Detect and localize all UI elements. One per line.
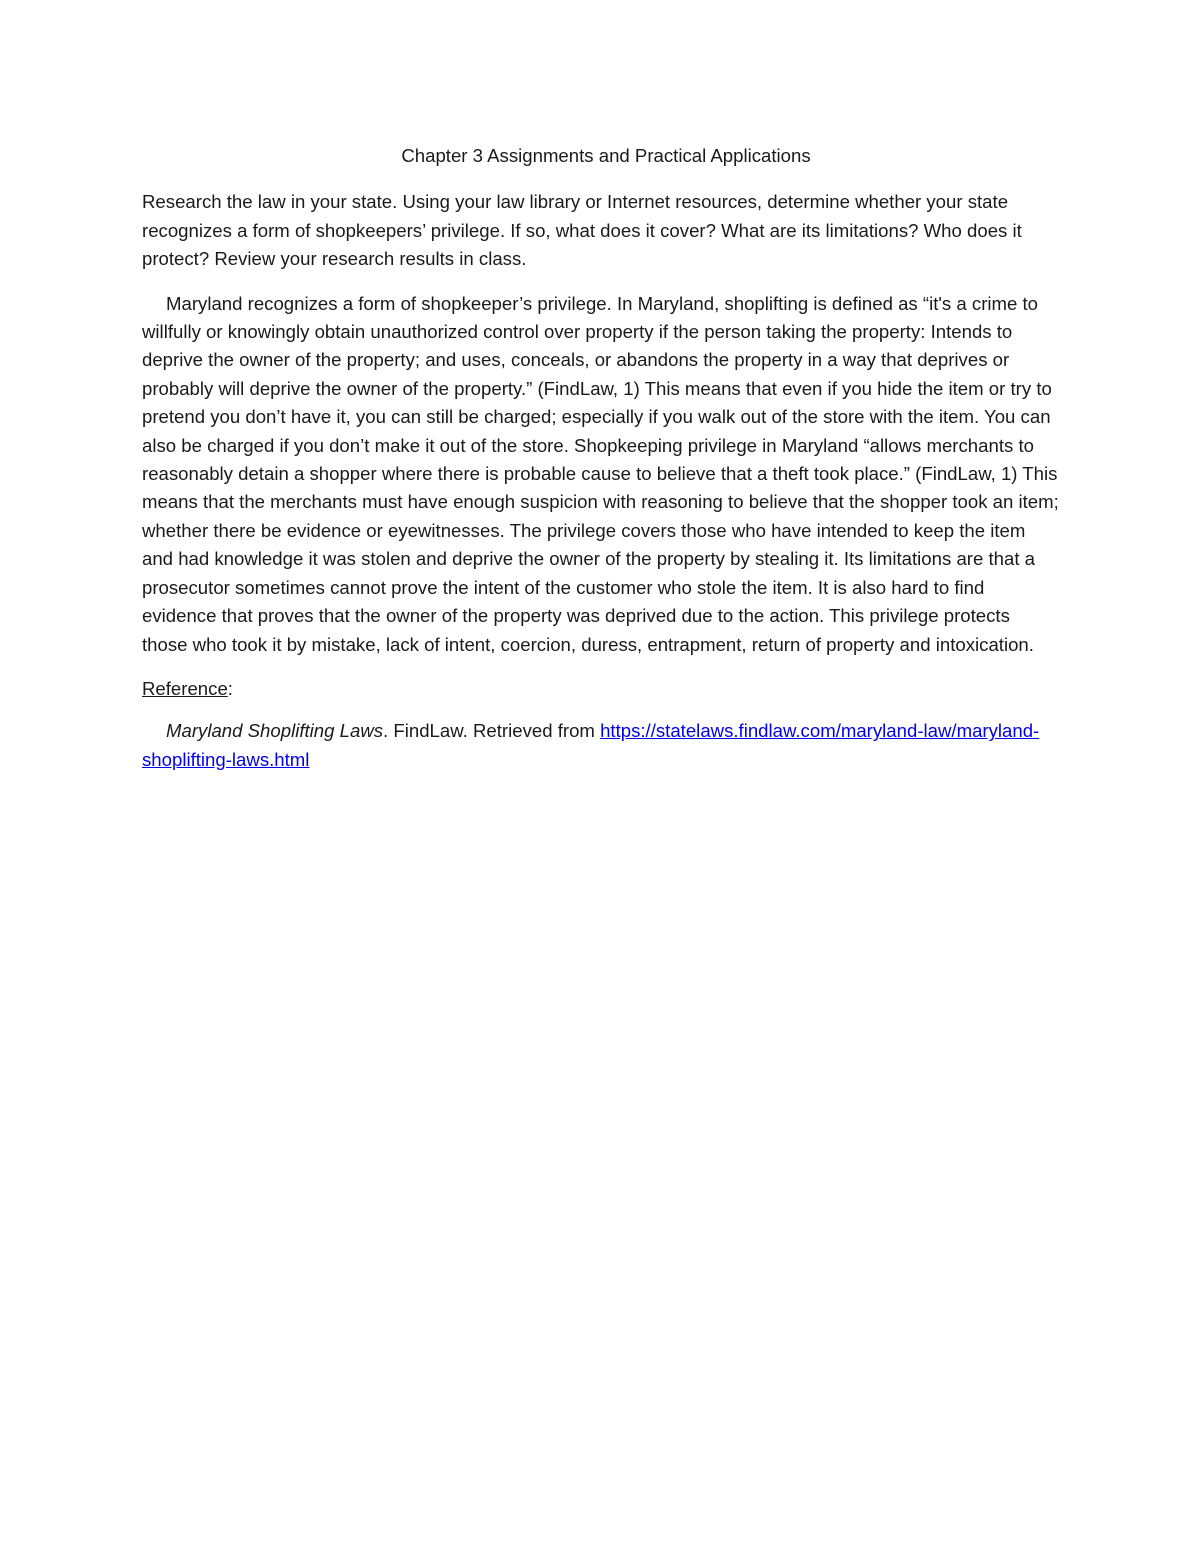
page-title: Chapter 3 Assignments and Practical Applications	[401, 145, 811, 166]
research-answer-paragraph: Maryland recognizes a form of shopkeeper’s privilege. In Maryland, shoplifting is defined as “it's a crime to willfully or knowingly obtain unauthorized control over property if the person taking the property: Intends to deprive the owner of the property; and uses, conceals, or abandons the property in a way that deprives or probably will deprive the owner of the property.” (FindLaw, 1) This means that even if you hide the item or try to pretend you don’t have it, you can still be charged; especially if you walk out of the store with the item. You can also be charged if you don’t make it out of the store. Shopkeeping privilege in Maryland “allows merchants to reasonably detain a shopper where there is probable cause to believe that a theft took place.” (FindLaw, 1) This means that the merchants must have enough suspicion with reasoning to believe that the shopper took an item; whether there be evidence or eyewitnesses. The privilege covers those who have intended to keep the item and had knowledge it was stolen and deprive the owner of the property by stealing it. Its limitations are that a prosecutor sometimes cannot prove the intent of the customer who stole the item. It is also hard to find evidence that proves that the owner of the property was deprived due to the action. This privilege protects those who took it by mistake, lack of intent, coercion, duress, entrapment, return of property and intoxication.	[142, 292, 1059, 655]
reference-link[interactable]: https://statelaws.findlaw.com/maryland-law/maryland-shoplifting-laws.html	[142, 720, 1040, 770]
document-content	[142, 142, 1060, 774]
assignment-prompt: Research the law in your state. Using your law library or Internet resources, determine whether your state recognizes a form of shopkeepers’ privilege. If so, what does it cover? What are its limitations? Who does it protect? Review your research results in class.	[142, 191, 1022, 270]
reference-heading-line	[142, 675, 1060, 703]
reference-heading: Reference	[142, 677, 228, 699]
reference-title: Maryland Shoplifting Laws	[166, 720, 384, 742]
reference-heading-colon: :	[227, 677, 233, 699]
reference-source: . FindLaw. Retrieved from	[383, 720, 601, 742]
reference-entry	[142, 717, 1060, 774]
